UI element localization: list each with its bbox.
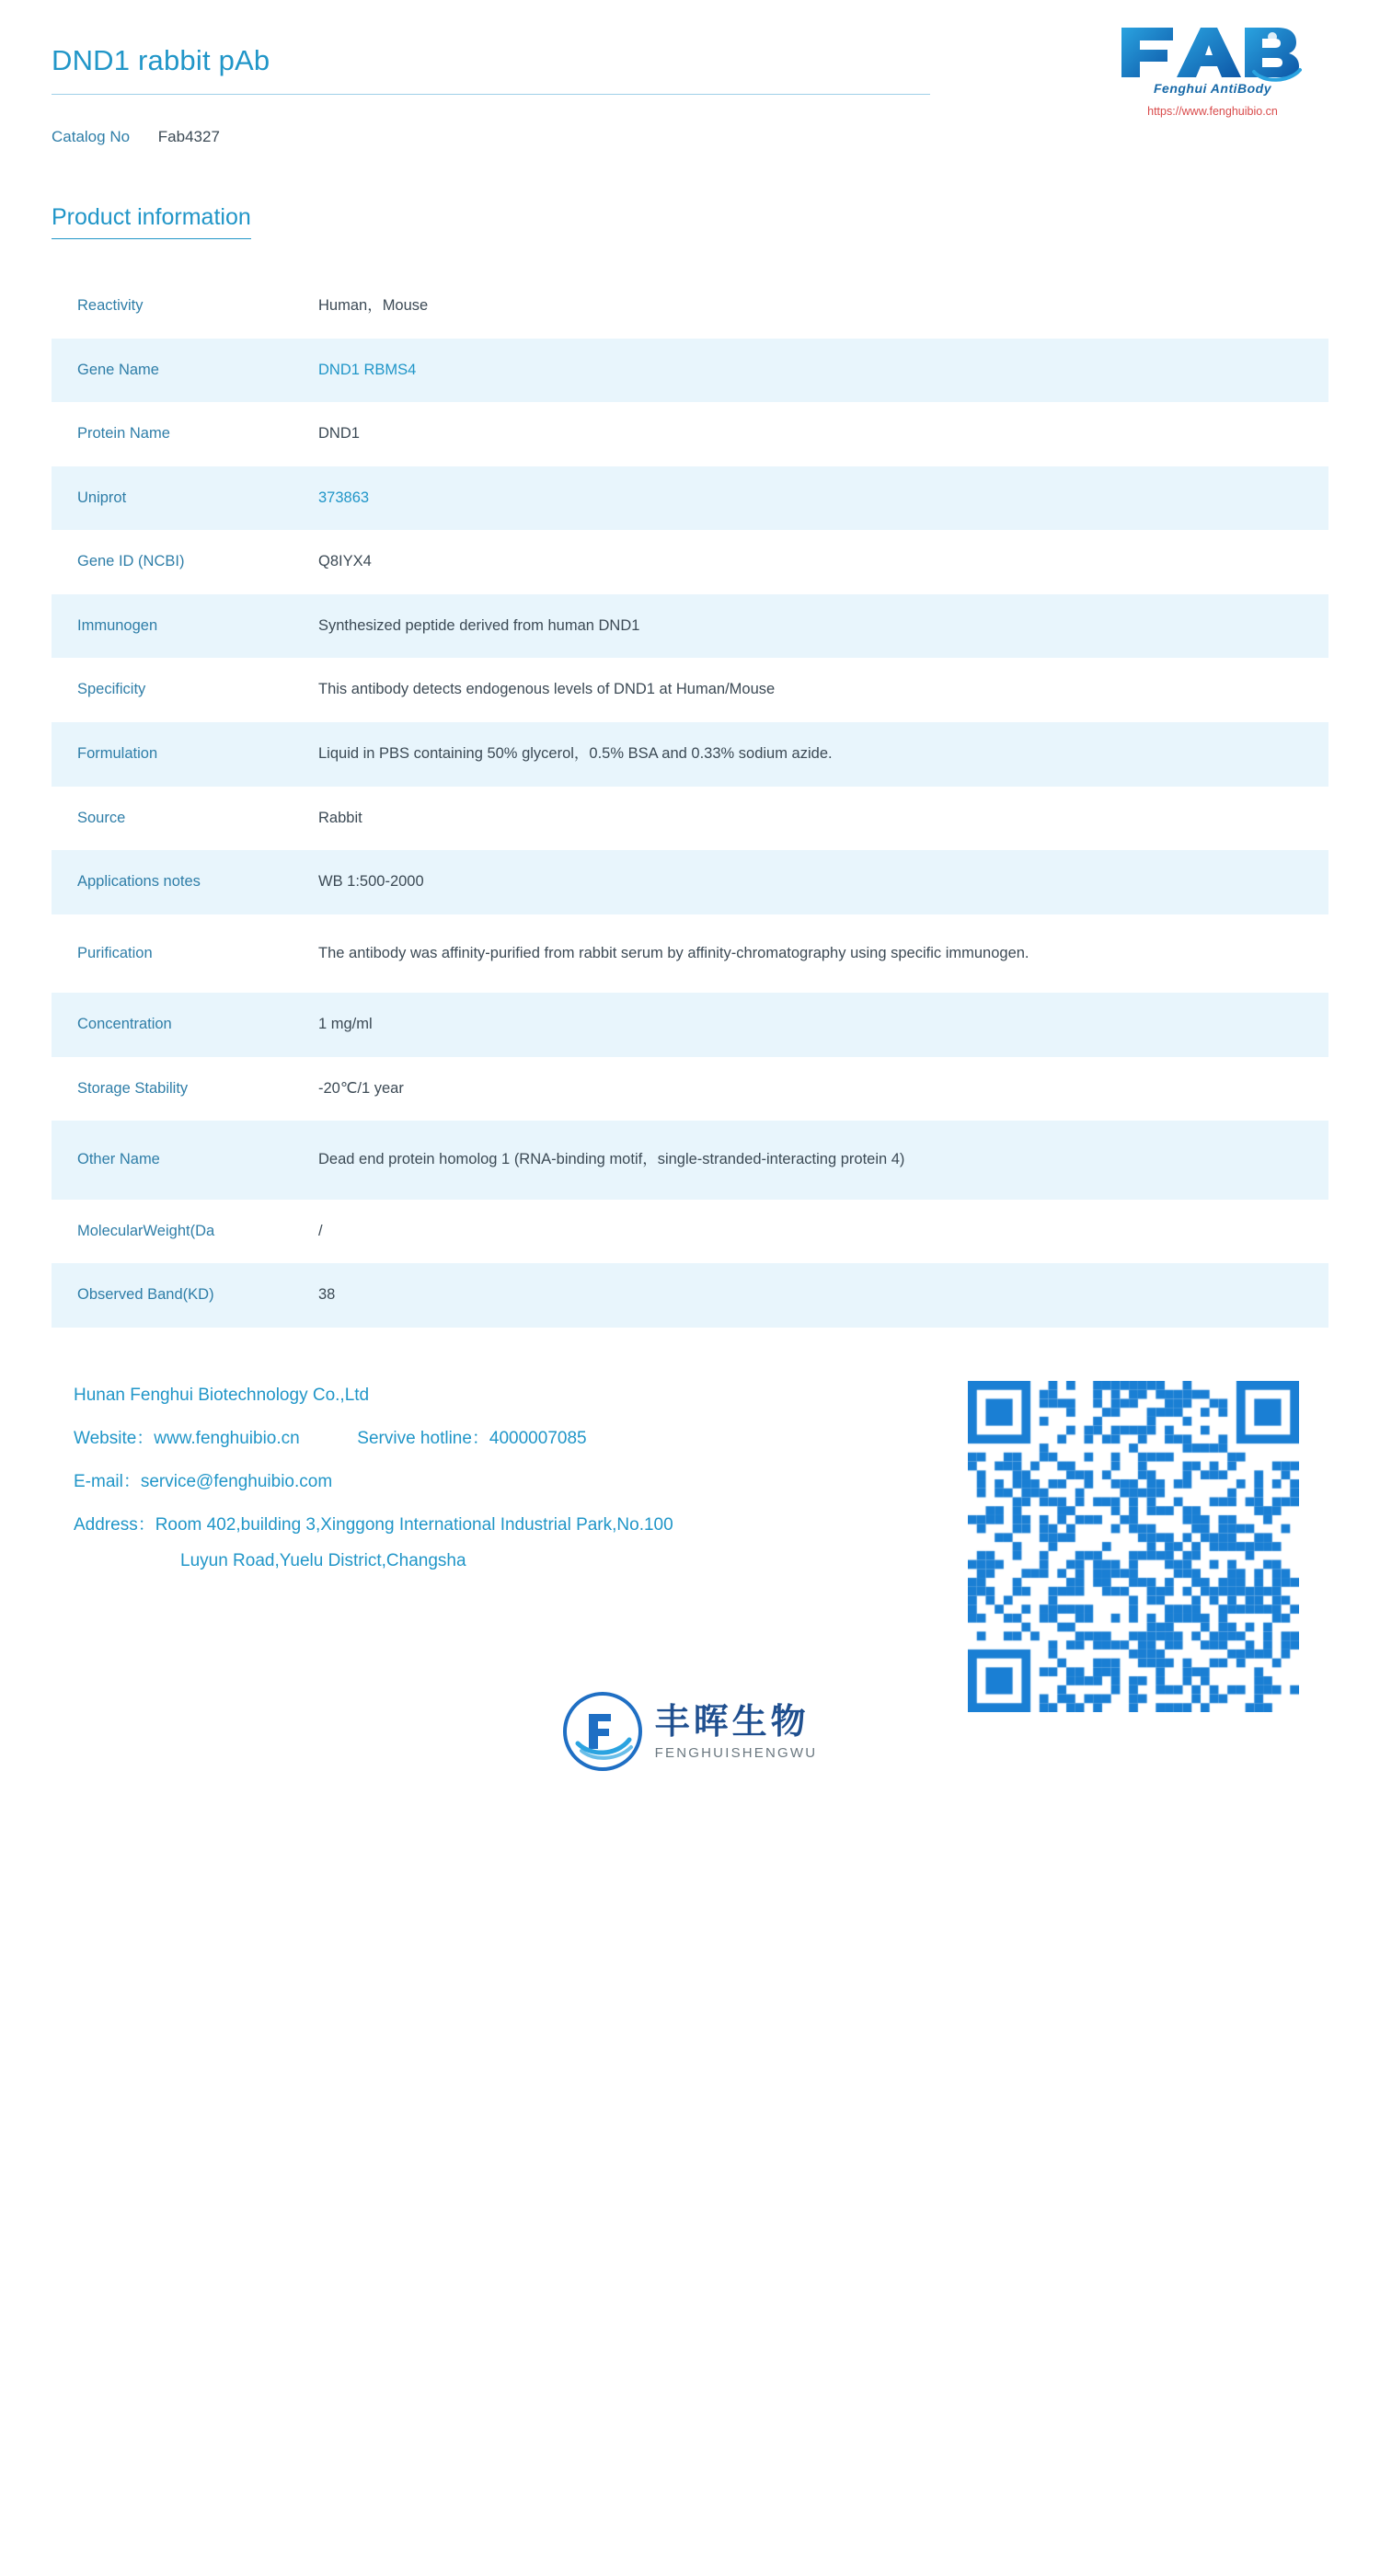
footer-website[interactable]: Website：www.fenghuibio.cn	[74, 1428, 300, 1448]
footer-hotline: Servive hotline：4000007085	[357, 1428, 587, 1448]
footer-email[interactable]: E-mail：service@fenghuibio.com	[74, 1471, 333, 1491]
table-cell-key: Gene ID (NCBI)	[77, 553, 185, 570]
table-row	[52, 1200, 1328, 1264]
table-cell-value: WB 1:500-2000	[318, 873, 424, 891]
table-cell-key: Formulation	[77, 744, 158, 762]
table-cell-key: Other Name	[77, 1151, 160, 1168]
table-cell-value: DND1	[318, 425, 360, 443]
table-cell-value: Dead end protein homolog 1 (RNA-binding motif，single-stranded-interacting protein 4)	[318, 1151, 905, 1168]
table-row	[52, 787, 1328, 851]
table-cell-key: Observed Band(KD)	[77, 1286, 214, 1304]
document-header	[0, 0, 1380, 184]
table-cell-value: -20℃/1 year	[318, 1079, 404, 1097]
table-row	[52, 914, 1328, 994]
footer-company: Hunan Fenghui Biotechnology Co.,Ltd	[74, 1386, 370, 1405]
table-cell-key: Protein Name	[77, 425, 170, 443]
table-row	[52, 530, 1328, 594]
fab-logo-icon	[1093, 18, 1332, 85]
table-row	[52, 658, 1328, 722]
brand-tagline: Fenghui AntiBody	[1153, 81, 1272, 96]
catalog-row	[52, 128, 1328, 146]
document-footer	[0, 1355, 1380, 1659]
table-row	[52, 722, 1328, 787]
brand-logo	[1093, 18, 1332, 118]
qr-code[interactable]	[968, 1381, 1299, 1712]
table-cell-value[interactable]: DND1 RBMS4	[318, 361, 417, 378]
table-row	[52, 402, 1328, 466]
table-row	[52, 594, 1328, 659]
fenghui-mark-icon	[563, 1692, 642, 1771]
table-cell-value: Human，Mouse	[318, 297, 429, 314]
table-cell-value: 38	[318, 1286, 336, 1304]
table-cell-key: Reactivity	[77, 297, 144, 314]
page-title: DND1 rabbit pAb	[52, 44, 270, 76]
table-cell-value: Q8IYX4	[318, 553, 372, 570]
product-information-table	[52, 274, 1328, 1328]
table-row	[52, 993, 1328, 1057]
table-cell-value: Liquid in PBS containing 50% glycerol，0.5% BSA and 0.33% sodium azide.	[318, 744, 833, 762]
table-row	[52, 1121, 1328, 1200]
footer-address-line2: Luyun Road,Yuelu District,Changsha	[180, 1550, 466, 1570]
table-row	[52, 850, 1328, 914]
title-divider	[52, 94, 930, 95]
table-cell-value: The antibody was affinity-purified from rabbit serum by affinity-chromatography using specific immunogen.	[318, 944, 1029, 961]
table-row	[52, 339, 1328, 403]
table-cell-key: Purification	[77, 944, 153, 961]
bottom-brand-text	[654, 1700, 818, 1761]
table-cell-value: 1 mg/ml	[318, 1016, 373, 1033]
table-cell-key: Gene Name	[77, 361, 159, 378]
catalog-label: Catalog No	[52, 128, 131, 145]
product-information-section	[0, 184, 1380, 239]
table-row	[52, 1057, 1328, 1121]
table-cell-key: Uniprot	[77, 489, 127, 506]
table-row	[52, 274, 1328, 339]
table-row	[52, 1263, 1328, 1328]
table-row	[52, 466, 1328, 531]
table-body	[52, 274, 1328, 1328]
table-cell-key: Concentration	[77, 1016, 172, 1033]
bottom-brand-cn: 丰晖生物	[654, 1700, 810, 1742]
table-cell-key: MolecularWeight(Da	[77, 1222, 215, 1239]
table-cell-key: Applications notes	[77, 873, 201, 891]
table-cell-value: Synthesized peptide derived from human DND1	[318, 616, 640, 634]
table-cell-value: Rabbit	[318, 809, 362, 826]
table-cell-key: Storage Stability	[77, 1079, 189, 1097]
table-cell-key: Specificity	[77, 681, 146, 698]
table-cell-value[interactable]: 373863	[318, 489, 370, 506]
table-cell-key: Immunogen	[77, 616, 158, 634]
bottom-brand-en: FENGHUISHENGWU	[654, 1744, 818, 1761]
catalog-value: Fab4327	[157, 128, 220, 145]
table-cell-value: /	[318, 1222, 323, 1239]
table-cell-value: This antibody detects endogenous levels of DND1 at Human/Mouse	[318, 681, 776, 698]
brand-url[interactable]: https://www.fenghuibio.cn	[1147, 105, 1278, 118]
table-cell-key: Source	[77, 809, 126, 826]
footer-address: Address：Room 402,building 3,Xinggong International Industrial Park,No.100	[74, 1514, 673, 1535]
section-title: Product information	[52, 204, 251, 239]
qr-code-canvas	[968, 1381, 1299, 1712]
